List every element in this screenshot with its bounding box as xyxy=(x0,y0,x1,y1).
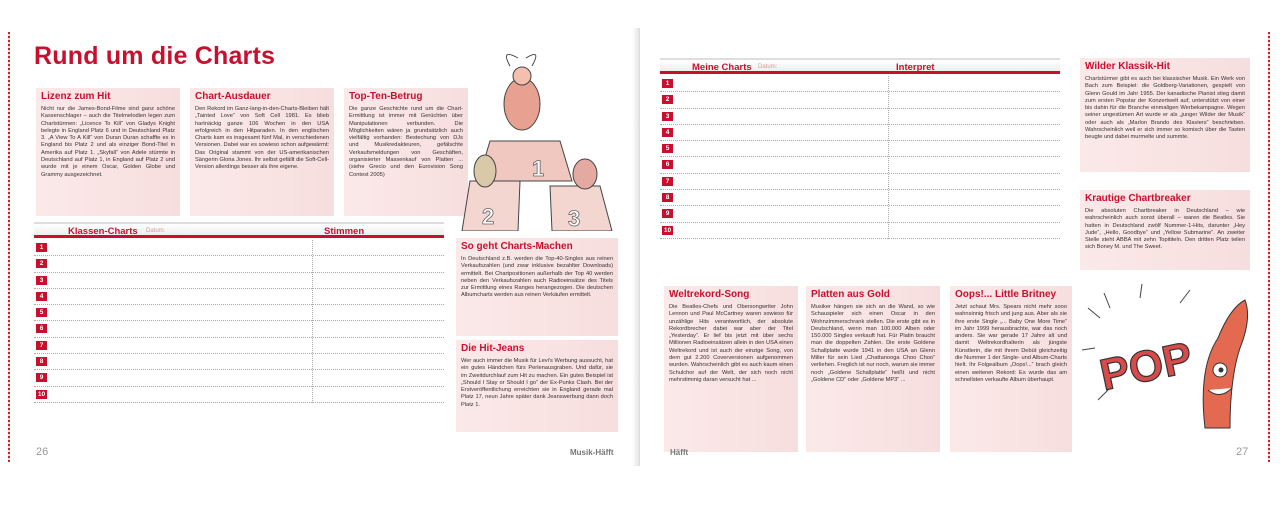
meine-charts-rows xyxy=(660,76,1060,239)
rank-badge: 7 xyxy=(662,177,673,186)
klassen-charts-rows xyxy=(34,240,444,403)
cartoon-ears xyxy=(506,54,535,66)
box-title: Platten aus Gold xyxy=(811,289,890,300)
box-top-ten-betrug xyxy=(344,88,468,216)
table-title: Meine Charts xyxy=(692,62,752,73)
table-row[interactable] xyxy=(660,109,1060,125)
cartoon-figure-top xyxy=(504,78,540,130)
table-row[interactable] xyxy=(660,223,1060,239)
rank-badge: 8 xyxy=(662,193,673,202)
podium-number-1: 1 xyxy=(532,156,545,181)
column-header-stimmen: Stimmen xyxy=(324,226,365,237)
rank-badge: 5 xyxy=(662,144,673,153)
box-die-hit-jeans xyxy=(456,340,618,432)
table-row[interactable] xyxy=(660,125,1060,141)
table-row[interactable] xyxy=(660,206,1060,222)
podium-illustration xyxy=(460,46,620,231)
right-page xyxy=(640,28,1268,466)
box-text: In Deutschland z.B. werden die Top-40-Singles aus reinen Verkaufszahlen (und zwar inklusive bezahlter Downloads) ermittelt. Bei Chartpositionen außerhalb der Top 40 werden neben den Verkaufszahlen auch Radioeinsätze des Titels zur Ermittlung eines Ranges herangezogen. Die deutschen Albumcharts werden aus reinen Verkäufen ermittelt. xyxy=(461,256,613,299)
box-text: Den Rekord im Ganz-lang-in-den-Charts-Bleiben hält „Tainted Love“ von Soft Cell 1981. Es blieb hartnäckig ganze 106 Wochen in den USA erfolgreich in den Hitparaden. In den englischen Charts kam es insgesamt fünf Mal, in verschiedenen Versionen. Dabei war es sowieso schon aufgewärmt: Das Original stammt von der US-amerikanischen Sängerin Gloria Jones. Ihr selbst gefällt die Soft-Cell-Version allerdings besser als ihre eigene. xyxy=(195,106,329,171)
date-label: Datum: xyxy=(758,64,778,70)
rank-badge: 3 xyxy=(662,112,673,121)
table-row[interactable] xyxy=(660,141,1060,157)
table-row[interactable] xyxy=(660,190,1060,206)
page-number: 27 xyxy=(1236,446,1249,458)
rank-badge: 5 xyxy=(36,308,47,317)
box-title: Chart-Ausdauer xyxy=(195,91,271,102)
box-text: Wer auch immer die Musik für Levi's Werbung aussucht, hat ein gutes Händchen fürs Perlenausgraben. Und dafür, sie im Zweitdurchlauf zum Hit zu machen. Ein gutes Beispiel ist „Should I Stay or Should I go“ der Ex-Punks Clash. Bei der Erstveröffentlichung erreichten sie in England gerade mal Platz 17, neun Jahre später dank Jeanswerbung dann doch Platz 1. xyxy=(461,358,613,408)
page-number: 26 xyxy=(36,446,49,458)
table-row[interactable] xyxy=(660,174,1060,190)
table-title: Klassen-Charts xyxy=(68,226,138,237)
table-row[interactable] xyxy=(660,92,1060,108)
table-row[interactable] xyxy=(34,240,444,256)
rank-badge: 4 xyxy=(36,292,47,301)
box-wilder-klassik-hit xyxy=(1080,58,1250,172)
rank-badge: 9 xyxy=(36,373,47,382)
table-row[interactable] xyxy=(34,354,444,370)
box-title: Die Hit-Jeans xyxy=(461,343,525,354)
box-text: Musiker hängen sie sich an die Wand, so wie Schauspieler sich einen Oscar in den Wohnzimmerschrank stellen. Die erste gibt es in Deutschland, wenn man 100.000 Alben oder 150.000 Singles verkauft hat. Für Platin braucht man die doppelten Zahlen. Die erste Goldene Schallplatte wurde 1941 in den USA an Glenn Miller für sein Lied „Chattanooga Choo Choo“ verliehen. Freglich ist nur noch, warum sie immer noch „Goldene Schallplatte“ heißt und nicht „Goldene CD“ oder „Goldene MP3“ ... xyxy=(811,304,935,383)
podium-number-3: 3 xyxy=(568,206,581,231)
pop-illustration xyxy=(1080,278,1255,443)
box-weltrekord-song xyxy=(664,286,798,452)
table-row[interactable] xyxy=(34,273,444,289)
rank-badge: 10 xyxy=(37,390,46,398)
table-row[interactable] xyxy=(34,289,444,305)
table-row[interactable] xyxy=(34,305,444,321)
box-text: Die Beatles-Chefs und Obersongwriter John Lennon und Paul McCartney waren sowieso für unzählige Hits verantwortlich, der absolute Rekordbrecher dabei war aber der Titel „Yesterday“. Er lief bis jetzt mit über sechs Millionen Radioeinsätzen allein in den USA einen Weltrekord und ist auch der einzige Song, von dem gut 2.200 Coverversionen aufgenommen wurden. Wahrscheinlich gibt es auch kaum einen Schulchor auf der Welt, der sich noch nicht mehrstimmig daran versucht hat ... xyxy=(669,304,793,383)
rank-badge: 8 xyxy=(36,357,47,366)
box-text: Die ganze Geschichte rund um die Chart-Ermittlung ist immer mit Gerüchten über Manipulationen verbunden. Die Möglichkeiten wären ja grundsätzlich auch vielfältig vorhanden: Bestechung von DJs und Musikredakteuren, gefälschte Verkaufsmeldungen von Geschäften, organisierter Massenkauf von Platten ... (siehe Grecio und den Eurovision Song Contest 2005) xyxy=(349,106,463,178)
box-title: Weltrekord-Song xyxy=(669,289,750,300)
table-row[interactable] xyxy=(34,370,444,386)
footer-brand: Musik-Häfft xyxy=(570,448,614,457)
cartoon-hand-figure xyxy=(1203,300,1247,428)
rank-badge: 3 xyxy=(36,276,47,285)
rank-badge: 10 xyxy=(663,226,672,234)
left-page xyxy=(10,28,638,466)
box-title: So geht Charts-Machen xyxy=(461,241,573,252)
box-title: Lizenz zum Hit xyxy=(41,91,111,102)
table-row[interactable] xyxy=(34,387,444,403)
page-title: Rund um die Charts xyxy=(34,42,276,70)
cartoon-figure-left xyxy=(474,155,496,187)
box-so-geht-charts-machen xyxy=(456,238,618,336)
table-row[interactable] xyxy=(34,256,444,272)
podium-step-3 xyxy=(550,186,612,231)
rank-badge: 1 xyxy=(36,243,47,252)
box-title: Wilder Klassik-Hit xyxy=(1085,61,1170,72)
box-text: Jetzt schaut Mrs. Spears nicht mehr sooo wahnsinnig frisch und jung aus. Aber als sie ihre erste Single „... Baby One More Time“ im Jahr 1999 herausbrachte, war das noch anders. Sie war gerade 17 Jahre alt und damit Weltrekordhalterin als jüngste Künstlerin, die mit ihrem Debüt gleichzeitig die Nummer 1 der Single- und Album-Charts hielt. Ihr Folgealbum „Oops!...“ brach gleich einen weiteren Rekord: Es wurde das am schnellsten verkaufte Album überhaupt. xyxy=(955,304,1067,383)
rank-badge: 4 xyxy=(662,128,673,137)
box-krautige-chartbreaker xyxy=(1080,190,1250,270)
rank-badge: 6 xyxy=(36,324,47,333)
table-row[interactable] xyxy=(660,76,1060,92)
column-header-interpret: Interpret xyxy=(896,62,935,73)
table-row[interactable] xyxy=(34,321,444,337)
rank-badge: 2 xyxy=(662,95,673,104)
klassen-charts-header xyxy=(34,222,444,238)
box-text: Die absoluten Chartbreaker in Deutschland – wie wahrscheinlich auch sonst überall – waren die Beatles. Sie hatten in Deutschland zwölf Nummer-1-Hits, darunter „Hey Jude“, „Hello, Goodbye“ und „Yellow Submarine“. An zweiter Stelle steht ABBA mit zehn Topititeln. Den dritten Platz teilen sich Boney M. und The Sweet. xyxy=(1085,208,1245,251)
rank-badge: 2 xyxy=(36,259,47,268)
rank-badge: 1 xyxy=(662,79,673,88)
date-label: Datum: xyxy=(146,228,166,234)
box-lizenz-zum-hit xyxy=(36,88,180,216)
table-row[interactable] xyxy=(660,157,1060,173)
box-title: Top-Ten-Betrug xyxy=(349,91,423,102)
footer-brand: Häfft xyxy=(670,448,689,457)
cartoon-figure-right xyxy=(573,159,597,189)
box-platten-aus-gold xyxy=(806,286,940,452)
rank-badge: 9 xyxy=(662,209,673,218)
cartoon-pupil xyxy=(1219,368,1224,373)
book-spread xyxy=(10,28,1268,466)
box-title: Krautige Chartbreaker xyxy=(1085,193,1191,204)
box-chart-ausdauer xyxy=(190,88,334,216)
box-oops-little-britney xyxy=(950,286,1072,452)
table-row[interactable] xyxy=(34,338,444,354)
meine-charts-header xyxy=(660,58,1060,74)
box-text: Chartstürmer gibt es auch bei klassischer Musik. Ein Werk von Bach zum Beispiel: die Goldberg-Variationen, gespielt von Glenn Gould im Jahr 1955. Der kanadische Pianist stieg damit zum ersten Popstar der Konzertwelt auf, unterstützt von einer bis dahin für die Branche einmaligen Werbekampagne. Wegen seiner ungestümen Art wurde er als „junger Wilder der Musik“ oder auch als „Marlon Brando des Klaviers“ beschrieben. Wahrscheinlich weil er sich immer so komisch über die Tasten beugte und dabei murmelte und summte. xyxy=(1085,76,1245,141)
box-title: Oops!... Little Britney xyxy=(955,289,1057,300)
rank-badge: 7 xyxy=(36,341,47,350)
cartoon-head xyxy=(513,67,531,85)
pop-text: POP xyxy=(1095,332,1197,401)
box-text: Nicht nur die James-Bond-Filme sind ganz schöne Kassenschlager – auch die Titelmelodien legen zum Chartstürmen: „Licence To Kill“ von Gladys Knight belegte in England Platz 6 und in Deutschland Platz 3. „A View To A Kill“ von Duran Duran schaffte es in England bis Platz 2 und als einziger Bond-Titel in Amerika auf Platz 1. „Skyfall“ von Adele stürmte in Deutschland auf Platz 1, in England auf Platz 2 und wurde mit je einem Oscar, Golden Globe und Grammy ausgezeichnet. xyxy=(41,106,175,178)
rank-badge: 6 xyxy=(662,160,673,169)
podium-number-2: 2 xyxy=(482,204,495,229)
